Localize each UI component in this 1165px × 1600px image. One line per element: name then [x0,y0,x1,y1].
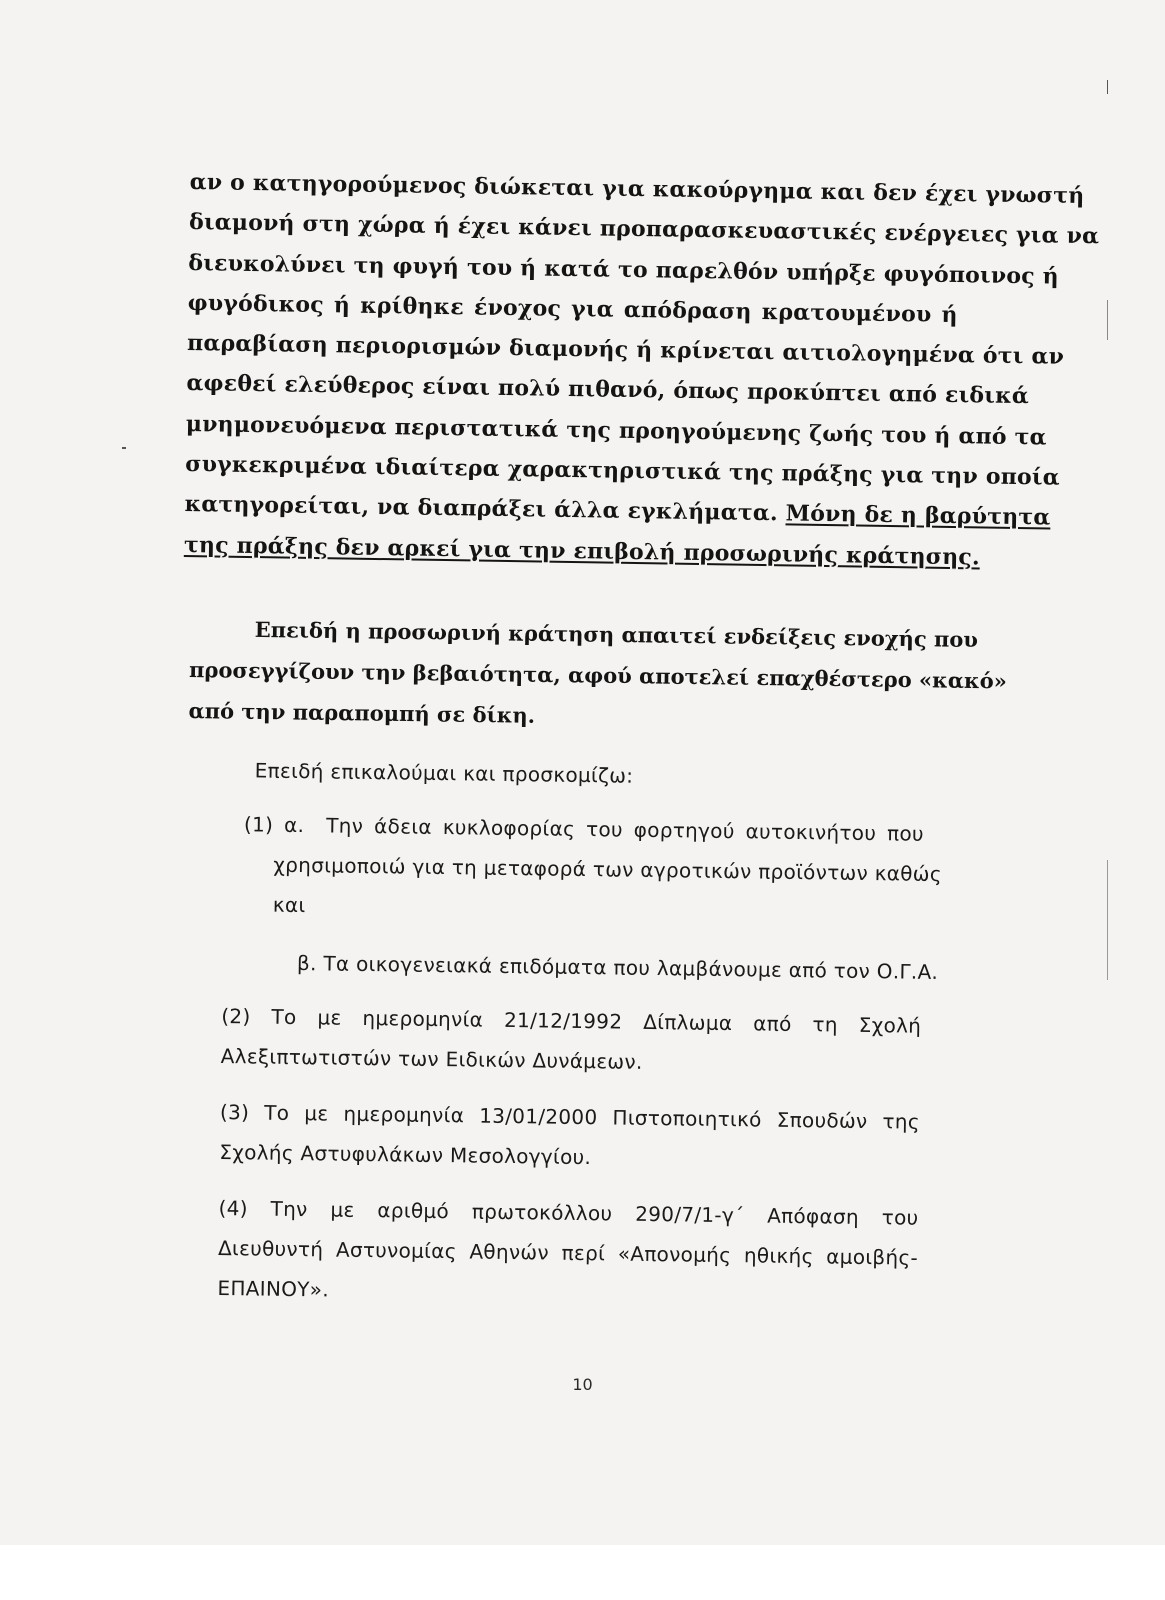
text-line: Αλεξιπτωτιστών των Ειδικών Δυνάμεων. [220,1043,643,1074]
evidence-item-1a [223,804,943,934]
page-number: 10 [572,1375,593,1394]
text-line: αν ο κατηγορούμενος διώκεται για κακούργημα και δεν έχει γνωστή [189,168,1085,210]
text-line: διευκολύνει τη φυγή του ή κατά το παρελθόν υπήρξε φυγόποινος ή [188,249,1060,290]
underlined-text: Μόνη δε η βαρύτητα [785,500,1051,531]
text-line: παραβίαση περιορισμών διαμονής ή κρίνεται αιτιολογημένα ότι αν [186,330,1065,370]
scan-artifact [1107,860,1108,980]
evidence-item-1b [222,942,939,992]
text-line: διαμονή στη χώρα ή έχει κάνει προπαρασκευαστικές ενέργειες για να [188,209,1100,250]
item-label: (1) α. [243,812,305,838]
text-line: Διευθυντή Αστυνομίας Αθηνών περί «Απονομής ηθικής αμοιβής- [217,1235,919,1270]
text-line: ΕΠΑΙΝΟΥ». [217,1275,330,1302]
item-label: β. [296,951,317,976]
evidence-item-3 [219,1092,920,1182]
text-line: συγκεκριμένα ιδιαίτερα χαρακτηριστικά της πράξης για την οποία [185,451,1061,491]
text-line: και [272,892,306,918]
item-text: Τα οικογενειακά επιδόματα που λαμβάνουμε από τον Ο.Γ.Α. [323,951,939,984]
text-line: φυγόδικος ή κρίθηκε ένοχος για απόδραση κρατουμένου ή [187,289,958,328]
evidence-list [217,750,943,1334]
text-line: (4) Την με αριθμό πρωτοκόλλου 290/7/1-γ΄ Απόφαση του [218,1195,919,1230]
text-line: από την παραπομπή σε δίκη. [188,697,536,728]
evidence-item-2 [220,996,921,1086]
reason-paragraph [188,608,1008,742]
text-line: Σχολής Αστυφυλάκων Μεσολογγίου. [219,1139,592,1170]
text-line: αφεθεί ελεύθερος είναι πολύ πιθανό, όπως προκύπτει από ειδικά [186,370,1030,410]
text-line: (2) Το με ημερομηνία 21/12/1992 Δίπλωμα από τη Σχολή [221,1003,922,1038]
plain-text: κατηγορείται, να διαπράξει άλλα εγκλήματα. [184,491,786,527]
scan-artifact [122,447,126,449]
underlined-text: της πράξης δεν αρκεί για την επιβολή προσωρινής κράτησης. [183,531,981,571]
evidence-item-4 [217,1188,919,1318]
text-line: μνημονευόμενα περιστατικά της προηγούμενης ζωής του ή από τα [185,410,1047,451]
scan-artifact [1107,300,1108,340]
text-line: Επειδή η προσωρινή κράτηση απαιτεί ενδείξεις ενοχής που [254,616,979,653]
main-paragraph [183,162,1100,577]
text-line: χρησιμοποιώ για τη μεταφορά των αγροτικών προϊόντων καθώς [273,852,943,887]
item-text: Την άδεια κυκλοφορίας του φορτηγού αυτοκινήτου που [326,813,925,846]
text-line: προσεγγίζουν την βεβαιότητα, αφού αποτελεί επαχθέστερο «κακό» [188,656,1008,694]
evidence-intro: Επειδή επικαλούμαι και προσκομίζω: [254,758,634,788]
text-line: (3) Το με ημερομηνία 13/01/2000 Πιστοποιητικό Σπουδών της [219,1099,921,1134]
scan-artifact [1107,80,1108,94]
